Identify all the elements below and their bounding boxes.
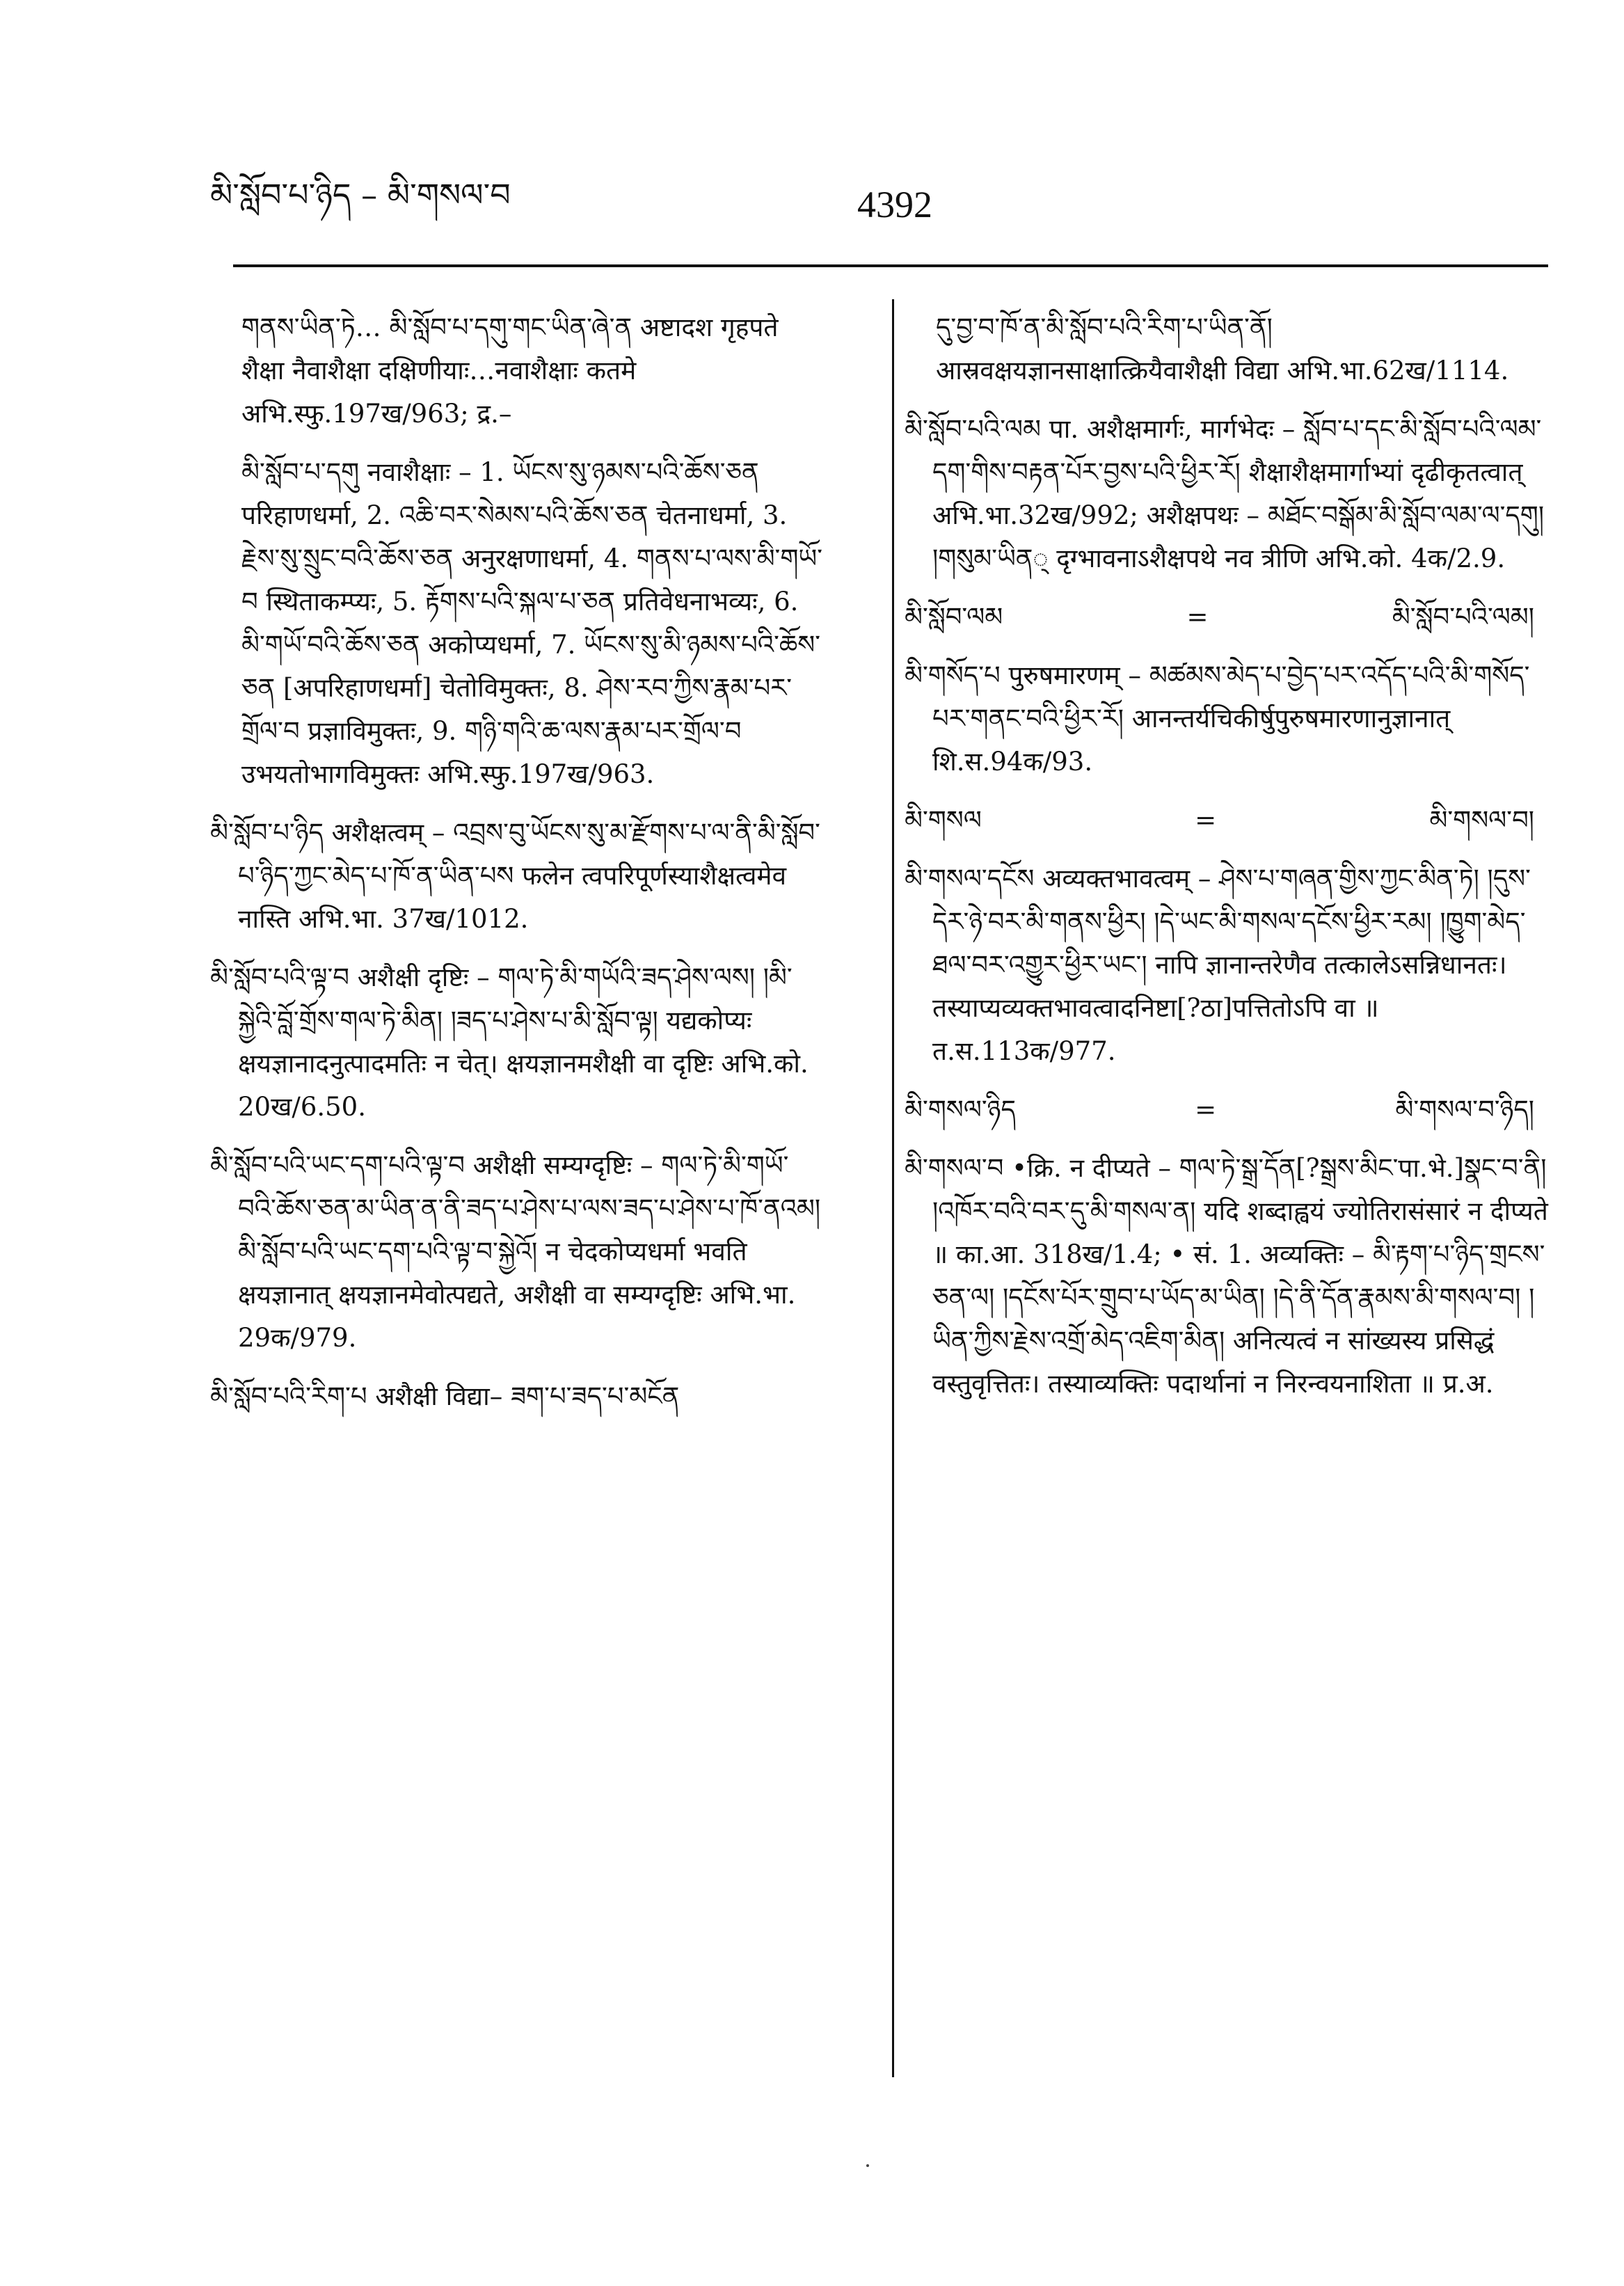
column-divider xyxy=(892,299,894,2077)
dictionary-entry xyxy=(210,811,822,941)
header-rule xyxy=(233,264,1548,267)
dictionary-entry xyxy=(210,956,822,1129)
dictionary-entry xyxy=(210,306,822,436)
dictionary-entry xyxy=(905,857,1548,1073)
entry-text: མི་སློབ་པའི་ལྟ་བ अशैक्षी दृष्टिः – གལ་ཏེ་མི་གཡོའི་ཟད་ཤེས་ལས། །མི་སྐྱེའི་བློ་གྲོས་གལ་ཏེ་མིན། །ཟད་པ་ཤེས་པ་མི་སློབ་ལྟ། यद्यकोप्यः क्षयज्ञानादनुत्पादमतिः न चेत्। क्षयज्ञानमशैक्षी वा दृष्टिः अभि.को. 20ख/6.50. xyxy=(210,962,809,1122)
entry-text: མི་གསོད་པ पुरुषमारणम् – མཚམས་མེད་པ་བྱེད་པར་འདོད་པའི་མི་གསོད་པར་གནང་བའི་ཕྱིར་རོ། आनन्तर्यचिकीर्षुपुरुषमारणानुज्ञानात् शि.स.94क/93. xyxy=(905,660,1530,777)
dictionary-entry xyxy=(905,306,1548,392)
entry-text: མི་གསལ་བ •क्रि. न दीप्यते – གལ་ཏེ་སྒྲ་དོན[?སྒྲས་མིང་पा.भे.]སྣང་བ་ནི། །འཁོར་བའི་བར་དུ་མི་གསལ་ན། यदि शब्दाह्वयं ज्योतिरासंसारं न दीप्यते ॥ का.आ. 318ख/1.4; • सं. 1. अव्यक्तिः – མི་རྟག་པ་ཉིད་གྲངས་ཅན་ལ། །དངོས་པོར་གྲུབ་པ་ཡོད་མ་ཡིན། །དེ་ནི་དོན་རྣམས་མི་གསལ་བ། །ཡིན་ཀྱིས་རྗེས་འགྲོ་མེད་འཇིག་མིན། अनित्यत्वं न सांख्यस्य प्रसिद्धं वस्तुवृत्तितः। तस्याव्यक्तिः पदार्थानां न निरन्वयनाशिता ॥ प्र.अ. xyxy=(905,1153,1548,1399)
dictionary-entry xyxy=(210,1375,822,1418)
dictionary-entry xyxy=(905,654,1548,784)
equals-sign: = xyxy=(1195,1095,1217,1125)
headword: མི་གསལ་ཉིད xyxy=(905,1095,1016,1125)
dictionary-entry xyxy=(210,1144,822,1360)
dictionary-entry xyxy=(905,408,1548,580)
reference-target: མི་གསལ་བ་ཉིད། xyxy=(1395,1095,1534,1125)
entry-text: མི་སློབ་པའི་རིག་པ अशैक्षी विद्या– ཟག་པ་ཟད་པ་མངོན xyxy=(210,1381,680,1411)
reference-target: མི་གསལ་བ། xyxy=(1429,805,1534,835)
cross-reference-entry xyxy=(905,596,1548,639)
header-guide-words: མི་སློབ་པ་ཉིད – མི་གསལ་བ xyxy=(210,176,511,214)
entry-text: མི་གསལ་དངོས अव्यक्तभावत्वम् – ཤེས་པ་གཞན་གྱིས་ཀྱང་མིན་ཏེ། །དུས་དེར་ཉེ་བར་མི་གནས་ཕྱིར། །དེ་ཡང་མི་གསལ་དངོས་ཕྱིར་རམ། །ཁྱུག་མེད་ཐལ་བར་འགྱུར་ཕྱིར་ཡང་། नापि ज्ञानान्तरेणैव तत्कालेऽसन्निधानतः। तस्याप्यव्यक्तभावत्वादनिष्टा[?ठा]पत्तितोऽपि वा ॥ त.स.113क/977. xyxy=(905,864,1531,1066)
dictionary-entry xyxy=(905,1147,1548,1406)
left-column xyxy=(210,306,822,1434)
entry-text: མི་སློབ་པའི་ལམ पा. अशैक्षमार्गः, मार्गभेदः – སློབ་པ་དང་མི་སློབ་པའི་ལམ་དག་གིས་བརྟན་པོར་བྱས་པའི་ཕྱིར་རོ། शैक्षाशैक्षमार्गाभ्यां दृढीकृतत्वात् अभि.भा.32ख/992; अशैक्षपथः – མཐོང་བསྒོམ་མི་སློབ་ལམ་ལ་དགུ། །གསུམ་ཡིན् दृग्भावनाऽशैक्षपथे नव त्रीणि अभि.को. 4क/2.9. xyxy=(905,414,1545,573)
entry-text: གནས་ཡིན་ཏེ… མི་སློབ་པ་དགུ་གང་ཡིན་ཞེ་ན अष्टादश गृहपते शैक्षा नैवाशैक्षा दक्षिणीयाः…नवाशैक्षाः कतमे अभि.स्फु.197ख/963; द्र.– xyxy=(241,312,779,429)
dictionary-entry xyxy=(210,451,822,796)
entry-text: མི་སློབ་པའི་ཡང་དག་པའི་ལྟ་བ अशैक्षी सम्यग्दृष्टिः – གལ་ཏེ་མི་གཡོ་བའི་ཆོས་ཅན་མ་ཡིན་ན་ནི་ཟད་པ་ཤེས་པ་ལས་ཟད་པ་ཤེས་པ་ཁོ་ནའམ། མི་སློབ་པའི་ཡང་དག་པའི་ལྟ་བ་སྐྱེའོ། न चेदकोप्यधर्मा भवति क्षयज्ञानात् क्षयज्ञानमेवोत्पद्यते, अशैक्षी वा सम्यग्दृष्टिः अभि.भा. 29क/979. xyxy=(210,1150,821,1353)
headword: མི་གསལ xyxy=(905,805,982,835)
entry-text: མི་སློབ་པ་ཉིད अशैक्षत्वम् – འབྲས་བུ་ཡོངས་སུ་མ་རྫོགས་པ་ལ་ནི་མི་སློབ་པ་ཉིད་ཀྱང་མེད་པ་ཁོ་ན་ཡིན་པས फलेन त्वपरिपूर्णस्याशैक्षत्वमेव नास्ति अभि.भा. 37ख/1012. xyxy=(210,818,820,934)
entry-text: མི་སློབ་པ་དགུ नवाशैक्षाः – 1. ཡོངས་སུ་ཉམས་པའི་ཆོས་ཅན परिहाणधर्मा, 2. འཆི་བར་སེམས་པའི་ཆོས་ཅན चेतनाधर्मा, 3. རྗེས་སུ་སྲུང་བའི་ཆོས་ཅན अनुरक्षणाधर्मा, 4. གནས་པ་ལས་མི་གཡོ་བ स्थिताकम्प्यः, 5. རྟོགས་པའི་སྐལ་པ་ཅན प्रतिवेधनाभव्यः, 6. མི་གཡོ་བའི་ཆོས་ཅན अकोप्यधर्मा, 7. ཡོངས་སུ་མི་ཉམས་པའི་ཆོས་ཅན [अपरिहाणधर्मा] चेतोविमुक्तः, 8. ཤེས་རབ་ཀྱིས་རྣམ་པར་གྲོལ་བ प्रज्ञाविमुक्तः, 9. གཉི་གའི་ཆ་ལས་རྣམ་པར་གྲོལ་བ उभयतोभागविमुक्तः अभि.स्फु.197ख/963. xyxy=(241,457,822,789)
entry-text: དུ་བྱ་བ་ཁོ་ན་མི་སློབ་པའི་རིག་པ་ཡིན་ནོ། आस्रवक्षयज्ञानसाक्षात्क्रियैवाशैक्षी विद्या अभि.भा.62ख/1114. xyxy=(936,312,1509,386)
page-number: 4392 xyxy=(857,184,932,225)
scan-speck xyxy=(866,2164,869,2167)
cross-reference-entry xyxy=(905,799,1548,842)
headword: མི་སློབ་ལམ xyxy=(905,602,1003,632)
cross-reference-entry xyxy=(905,1088,1548,1132)
reference-target: མི་སློབ་པའི་ལམ། xyxy=(1392,602,1534,632)
equals-sign: = xyxy=(1195,805,1217,835)
equals-sign: = xyxy=(1186,602,1209,632)
right-column xyxy=(905,306,1548,1421)
